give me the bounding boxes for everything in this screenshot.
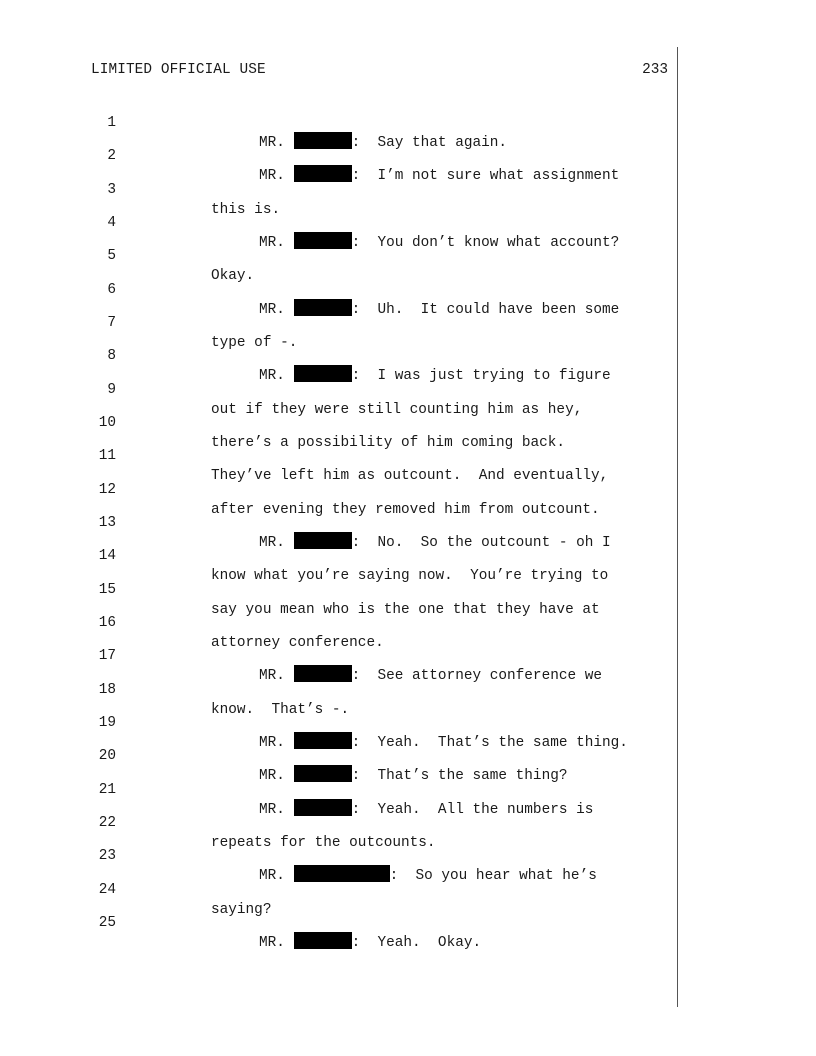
line-text: Uh. It could have been some — [377, 302, 620, 318]
line-number: 24 — [98, 882, 116, 898]
line-text: Say that again. — [377, 135, 508, 151]
transcript-line — [0, 660, 816, 718]
line-number: 9 — [107, 382, 116, 398]
line-number: 17 — [98, 648, 116, 664]
line-text: there’s a possibility of him coming back. — [211, 435, 566, 451]
transcript-line — [0, 160, 816, 218]
transcript-line — [0, 193, 816, 251]
speaker-colon: : — [351, 768, 361, 784]
transcript-line — [0, 693, 816, 751]
speaker-colon: : — [351, 802, 361, 818]
transcript-line — [0, 293, 816, 351]
line-number: 1 — [107, 115, 116, 131]
line-number: 19 — [98, 715, 116, 731]
speaker-title: MR. — [259, 768, 285, 784]
line-number: 13 — [98, 515, 116, 531]
page-number: 233 — [642, 62, 668, 78]
transcript-line — [0, 460, 816, 518]
line-text: saying? — [211, 902, 272, 918]
line-text: I’m not sure what assignment — [377, 168, 620, 184]
speaker-title: MR. — [259, 535, 285, 551]
speaker-title: MR. — [259, 235, 285, 251]
transcript-line — [0, 893, 816, 951]
transcript-line — [0, 826, 816, 884]
line-text: know. That’s -. — [211, 702, 350, 718]
line-number: 18 — [98, 682, 116, 698]
speaker-title: MR. — [259, 368, 285, 384]
line-text: Yeah. That’s the same thing. — [377, 735, 628, 751]
speaker-colon: : — [351, 168, 361, 184]
transcript-line — [0, 493, 816, 551]
line-number: 5 — [107, 248, 116, 264]
transcript-line — [0, 793, 816, 851]
line-number: 23 — [98, 848, 116, 864]
line-text: attorney conference. — [211, 635, 384, 651]
line-text: So you hear what he’s — [415, 868, 597, 884]
line-number: 21 — [98, 782, 116, 798]
speaker-colon: : — [351, 535, 361, 551]
transcript-line — [0, 593, 816, 651]
line-text: type of -. — [211, 335, 298, 351]
transcript-line — [0, 226, 816, 284]
transcript-line — [0, 526, 816, 584]
speaker-title: MR. — [259, 302, 285, 318]
line-text: Okay. — [211, 268, 255, 284]
transcript-line — [0, 860, 816, 918]
transcript-line — [0, 93, 816, 151]
speaker-title: MR. — [259, 168, 285, 184]
line-text: this is. — [211, 202, 281, 218]
line-text: They’ve left him as outcount. And eventually, — [211, 468, 609, 484]
transcript-line — [0, 360, 816, 418]
line-number: 11 — [98, 448, 116, 464]
speaker-title: MR. — [259, 802, 285, 818]
transcript-line — [0, 393, 816, 451]
line-text: No. So the outcount - oh I — [377, 535, 611, 551]
line-number: 22 — [98, 815, 116, 831]
line-number: 3 — [107, 182, 116, 198]
speaker-colon: : — [351, 368, 361, 384]
line-number: 7 — [107, 315, 116, 331]
line-number: 4 — [107, 215, 116, 231]
transcript-line — [0, 560, 816, 618]
line-text: I was just trying to figure — [377, 368, 611, 384]
transcript-line — [0, 260, 816, 318]
line-text: Yeah. Okay. — [377, 935, 482, 951]
speaker-colon: : — [351, 235, 361, 251]
speaker-title: MR. — [259, 668, 285, 684]
line-number: 8 — [107, 348, 116, 364]
transcript-line — [0, 760, 816, 818]
transcript-line — [0, 726, 816, 784]
redaction-block — [294, 932, 352, 949]
transcript-line — [0, 326, 816, 384]
line-text: You don’t know what account? — [377, 235, 620, 251]
speaker-title: MR. — [259, 935, 285, 951]
speaker-line — [259, 933, 481, 953]
classification-header: LIMITED OFFICIAL USE — [91, 62, 266, 78]
line-text: know what you’re saying now. You’re trying to — [211, 568, 609, 584]
speaker-colon: : — [351, 135, 361, 151]
line-text: Yeah. All the numbers is — [377, 802, 594, 818]
speaker-colon: : — [351, 935, 361, 951]
line-number: 16 — [98, 615, 116, 631]
speaker-colon: : — [351, 668, 361, 684]
speaker-colon: : — [389, 868, 399, 884]
speaker-colon: : — [351, 735, 361, 751]
line-number: 10 — [98, 415, 116, 431]
line-text: See attorney conference we — [377, 668, 603, 684]
line-text: That’s the same thing? — [377, 768, 568, 784]
speaker-title: MR. — [259, 868, 285, 884]
line-number: 25 — [98, 915, 116, 931]
speaker-title: MR. — [259, 735, 285, 751]
line-number: 2 — [107, 148, 116, 164]
line-number: 15 — [98, 582, 116, 598]
speaker-colon: : — [351, 302, 361, 318]
transcript-line — [0, 126, 816, 184]
line-number: 12 — [98, 482, 116, 498]
line-text: out if they were still counting him as hey, — [211, 402, 583, 418]
transcript-line — [0, 426, 816, 484]
line-number: 20 — [98, 748, 116, 764]
line-text: say you mean who is the one that they have at — [211, 602, 600, 618]
line-text: repeats for the outcounts. — [211, 835, 436, 851]
line-number: 6 — [107, 282, 116, 298]
speaker-title: MR. — [259, 135, 285, 151]
line-text: after evening they removed him from outcount. — [211, 502, 600, 518]
line-number: 14 — [98, 548, 116, 564]
transcript-line — [0, 626, 816, 684]
